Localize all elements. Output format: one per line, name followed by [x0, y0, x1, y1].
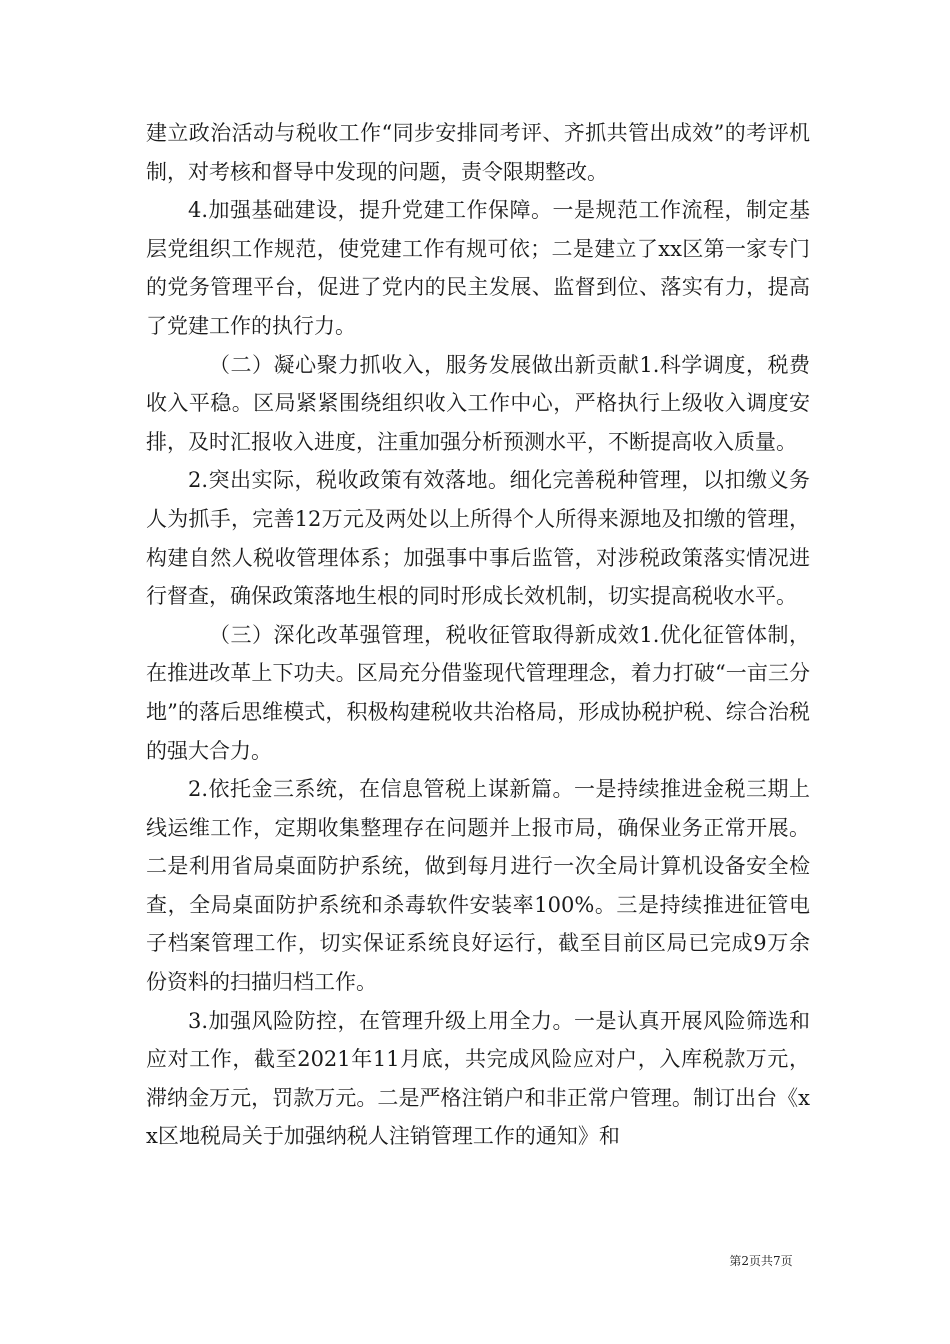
document-body: [146, 114, 810, 1156]
paragraph-golden-tax-system: 2.依托金三系统，在信息管税上谋新篇。一是持续推进金税三期上线运维工作，定期收集整理存在问题并上报市局，确保业务正常开展。二是利用省局桌面防护系统，做到每月进行一次全局计算机设备安全检查，全局桌面防护系统和杀毒软件安装率100%。三是持续推进征管电子档案管理工作，切实保证系统良好运行，截至目前区局已完成9万余份资料的扫描归档工作。: [146, 777, 810, 995]
paragraph-reform-section: （三）深化改革强管理，税收征管取得新成效1.优化征管体制，在推进改革上下功夫。区局充分借鉴现代管理理念，着力打破“一亩三分地”的落后思维模式，积极构建税收共治格局，形成协税护税、综合治税的强大合力。: [146, 622, 810, 763]
page-number-footer: 第2页共7页: [729, 1254, 793, 1268]
paragraph-infrastructure: 4.加强基础建设，提升党建工作保障。一是规范工作流程，制定基层党组织工作规范，使党建工作有规可依；二是建立了xx区第一家专门的党务管理平台，促进了党内的民主发展、监督到位、落实有力，提高了党建工作的执行力。: [146, 198, 810, 338]
paragraph-evaluation-mechanism: 建立政治活动与税收工作“同步安排同考评、齐抓共管出成效”的考评机制，对考核和督导中发现的问题，责令限期整改。: [146, 121, 810, 184]
paragraph-revenue-section: （二）凝心聚力抓收入，服务发展做出新贡献1.科学调度，税费收入平稳。区局紧紧围绕组织收入工作中心，严格执行上级收入调度安排，及时汇报收入进度，注重加强分析预测水平，不断提高收入质量。: [146, 352, 810, 454]
paragraph-tax-policy: 2.突出实际，税收政策有效落地。细化完善税种管理，以扣缴义务人为抓手，完善12万元及两处以上所得个人所得来源地及扣缴的管理，构建自然人税收管理体系；加强事中事后监管，对涉税政策落实情况进行督查，确保政策落地生根的同时形成长效机制，切实提高税收水平。: [146, 468, 810, 609]
paragraph-risk-control: 3.加强风险防控，在管理升级上用全力。一是认真开展风险筛选和应对工作，截至2021年11月底，共完成风险应对户，入库税款万元，滞纳金万元，罚款万元。二是严格注销户和非正常户管理。制订出台《xx区地税局关于加强纳税人注销管理工作的通知》和: [146, 1008, 810, 1149]
